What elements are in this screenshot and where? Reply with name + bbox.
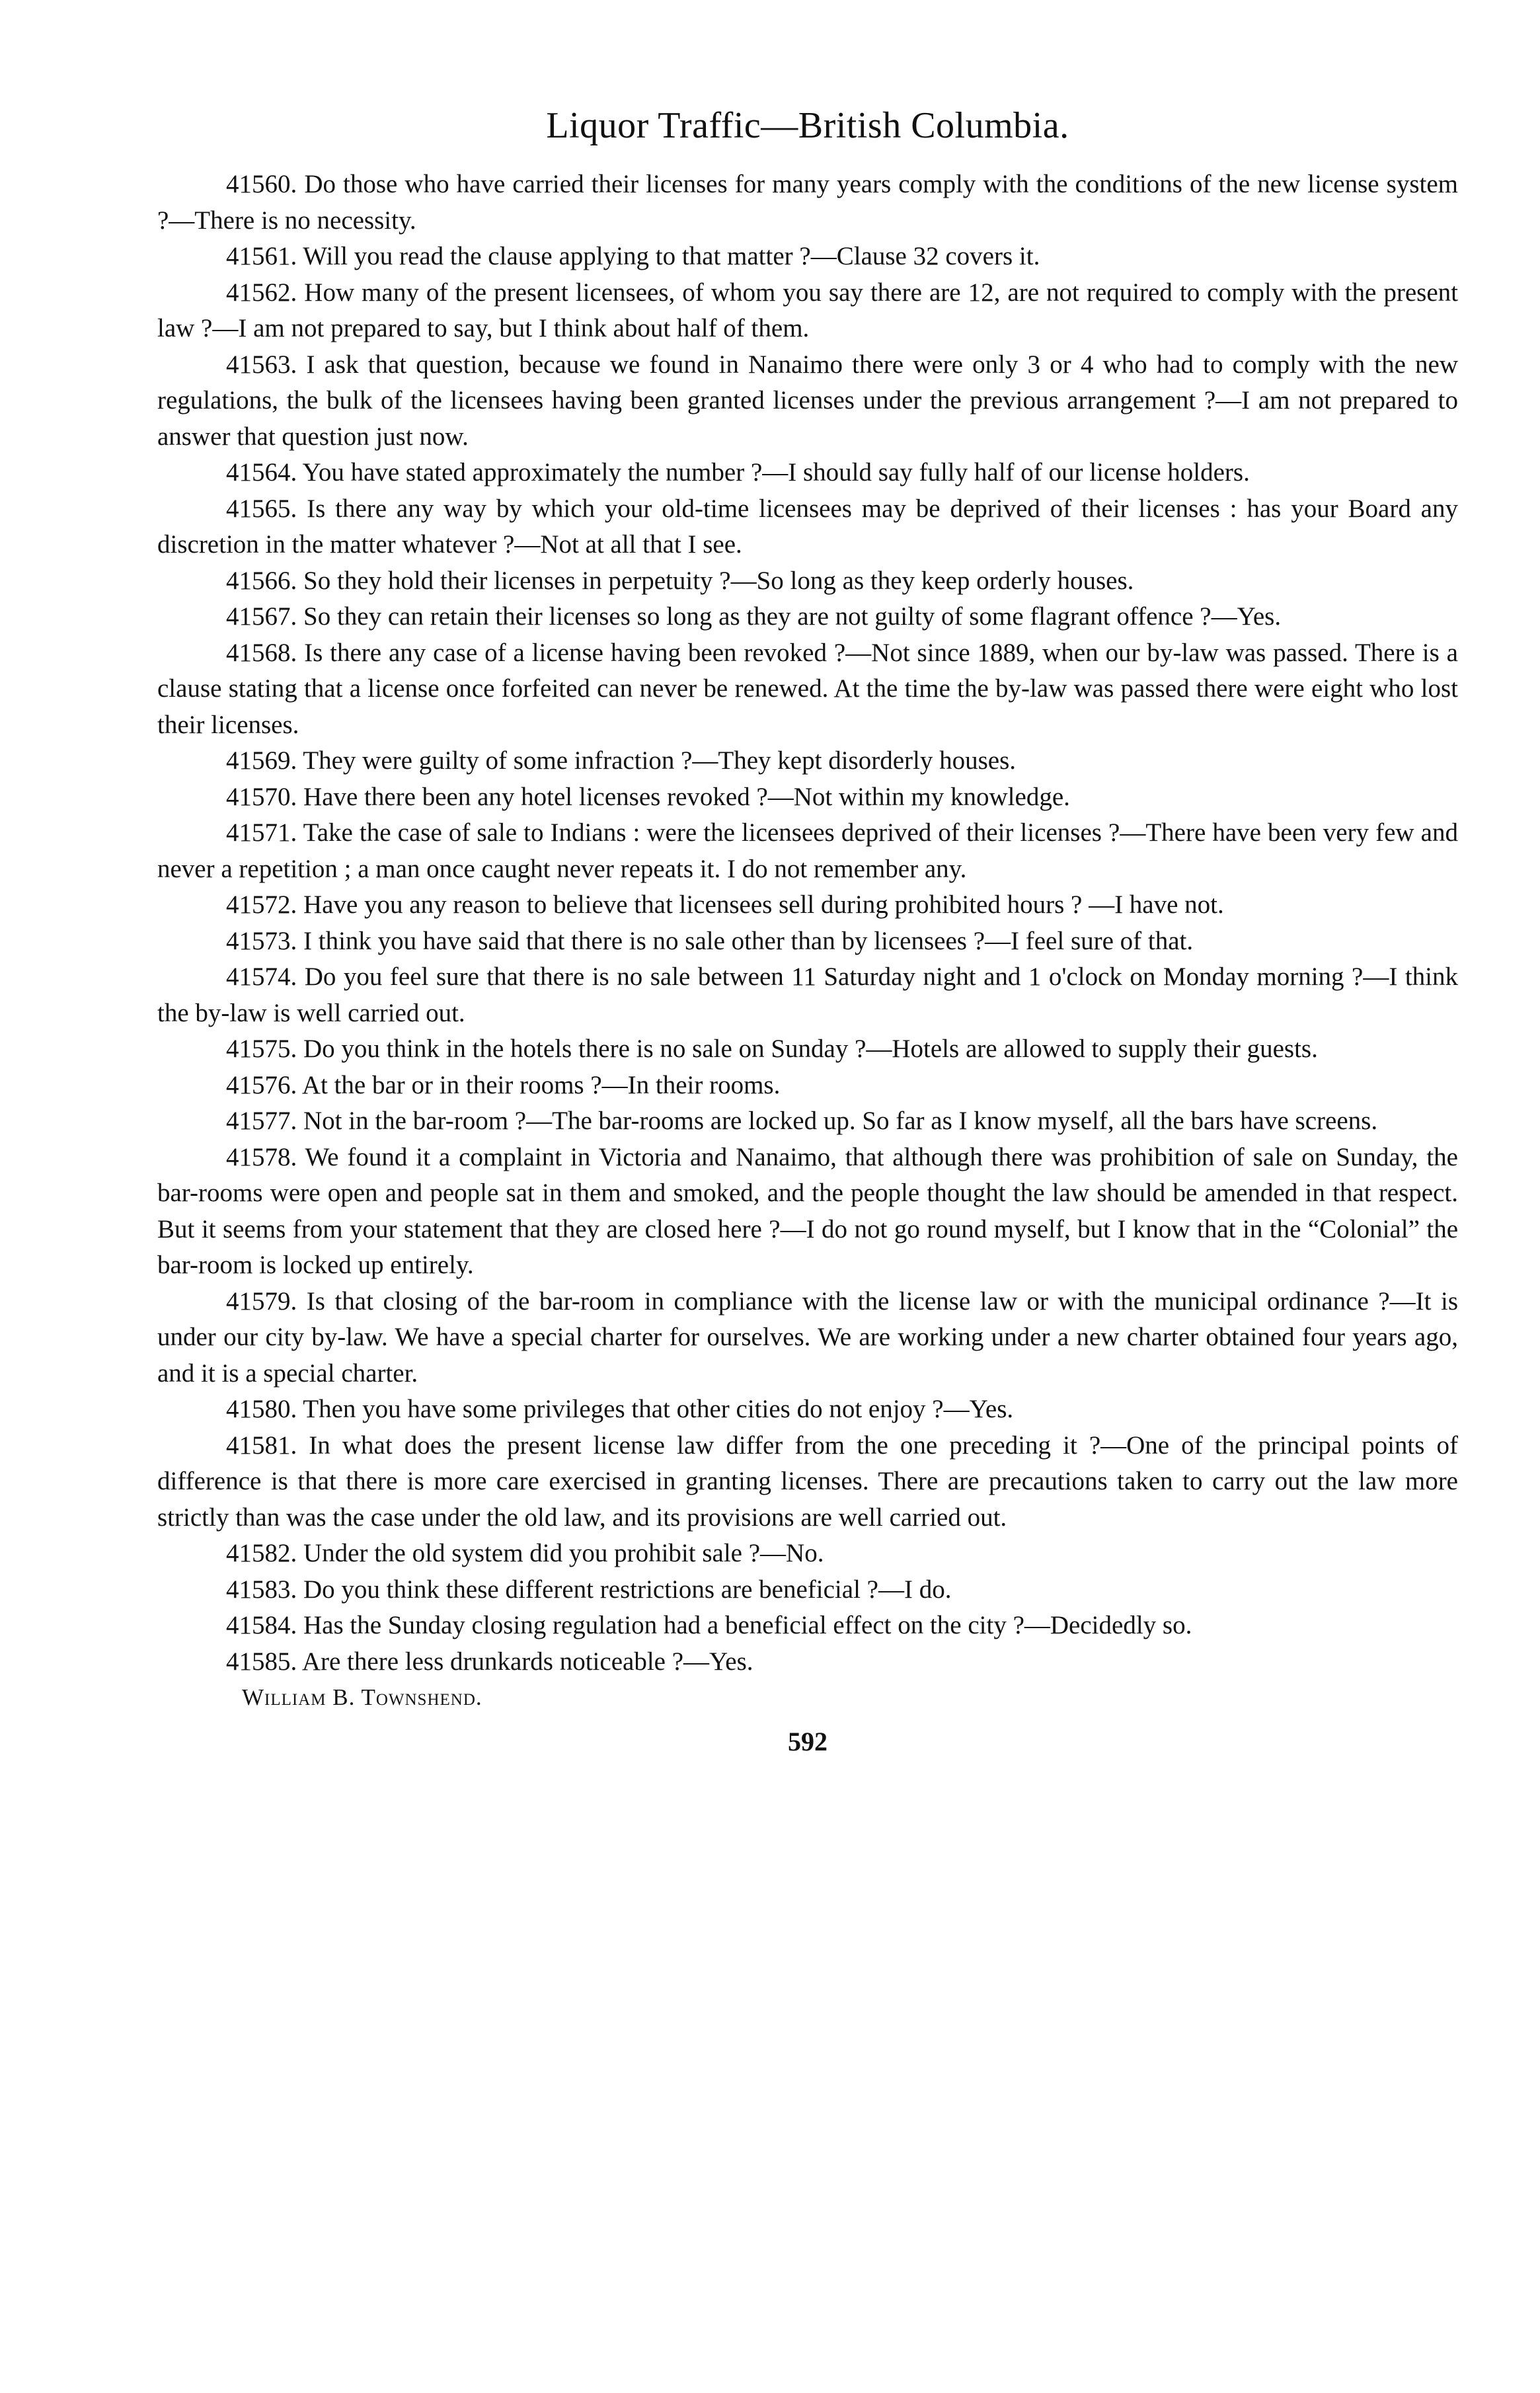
- testimony-entry-41572: 41572. Have you any reason to believe that licensees sell during prohibited hours ? —I have not.: [226, 890, 1224, 919]
- testimony-body: [157, 167, 1458, 1680]
- testimony-entry-41582: 41582. Under the old system did you prohibit sale ?—No.: [226, 1539, 824, 1567]
- testimony-entry-41575: 41575. Do you think in the hotels there is no sale on Sunday ?—Hotels are allowed to supply their guests.: [226, 1035, 1318, 1063]
- testimony-entry-41580: 41580. Then you have some privileges that other cities do not enjoy ?—Yes.: [226, 1395, 1014, 1423]
- testimony-entry-41569: 41569. They were guilty of some infraction ?—They kept disorderly houses.: [226, 746, 1017, 775]
- testimony-entry-41567: 41567. So they can retain their licenses so long as they are not guilty of some flagrant offence ?—Yes.: [226, 602, 1282, 631]
- document-page: [157, 99, 1458, 1762]
- testimony-entry-41573: 41573. I think you have said that there is no sale other than by licensees ?—I feel sure of that.: [226, 926, 1194, 955]
- testimony-entry-41576: 41576. At the bar or in their rooms ?—In their rooms.: [226, 1070, 781, 1099]
- testimony-entry-41570: 41570. Have there been any hotel licenses revoked ?—Not within my knowledge.: [226, 782, 1070, 811]
- testimony-entry-41565: 41565. Is there any way by which your old-time licensees may be deprived of their licenses : has your Board any discretion in the matter whatever ?—Not at all that I see.: [157, 494, 1458, 559]
- testimony-entry-41562: 41562. How many of the present licensees, of whom you say there are 12, are not required to comply with the present law ?—I am not prepared to say, but I think about half of them.: [157, 278, 1458, 342]
- page-title: Liquor Traffic—British Columbia.: [546, 105, 1069, 146]
- witness-signature: William B. Townshend.: [242, 1684, 482, 1710]
- testimony-entry-41574: 41574. Do you feel sure that there is no sale between 11 Saturday night and 1 o'clock on Monday morning ?—I think the by-law is well carried out.: [157, 962, 1458, 1027]
- testimony-entry-41571: 41571. Take the case of sale to Indians : were the licensees deprived of their licenses ?—There have been very few and never a repetition ; a man once caught never repeats it. I do not remember any.: [157, 818, 1458, 883]
- testimony-entry-41561: 41561. Will you read the clause applying to that matter ?—Clause 32 covers it.: [226, 242, 1040, 270]
- testimony-entry-41564: 41564. You have stated approximately the number ?—I should say fully half of our license holders.: [226, 458, 1250, 487]
- testimony-entry-41581: 41581. In what does the present license law differ from the one preceding it ?—One of the principal points of difference is that there is more care exercised in granting licenses. There are precautions taken to carry out the law more strictly than was the case under the old law, and its provisions are well carried out.: [157, 1431, 1458, 1532]
- testimony-entry-41563: 41563. I ask that question, because we found in Nanaimo there were only 3 or 4 who had to comply with the new regulations, the bulk of the licensees having been granted licenses under the previous arrangement ?—I am not prepared to answer that question just now.: [157, 350, 1458, 451]
- testimony-entry-41583: 41583. Do you think these different restrictions are beneficial ?—I do.: [226, 1575, 952, 1604]
- testimony-entry-41578: 41578. We found it a complaint in Victoria and Nanaimo, that although there was prohibition of sale on Sunday, the bar-rooms were open and people sat in them and smoked, and the people thought the law should be amended in that respect. But it seems from your statement that they are closed here ?—I do not go round myself, but I know that in the “Colonial” the bar-room is locked up entirely.: [157, 1142, 1458, 1279]
- testimony-entry-41560: 41560. Do those who have carried their licenses for many years comply with the conditions of the new license system ?—There is no necessity.: [157, 170, 1458, 235]
- testimony-entry-41568: 41568. Is there any case of a license having been revoked ?—Not since 1889, when our by-law was passed. There is a clause stating that a license once forfeited can never be renewed. At the time the by-law was passed there were eight who lost their licenses.: [157, 638, 1458, 739]
- testimony-entry-41585: 41585. Are there less drunkards noticeable ?—Yes.: [226, 1647, 753, 1676]
- testimony-entry-41566: 41566. So they hold their licenses in perpetuity ?—So long as they keep orderly houses.: [226, 566, 1134, 595]
- testimony-entry-41579: 41579. Is that closing of the bar-room in compliance with the license law or with the municipal ordinance ?—It is under our city by-law. We have a special charter for ourselves. We are working under a new charter obtained four years ago, and it is a special charter.: [157, 1286, 1458, 1388]
- testimony-entry-41577: 41577. Not in the bar-room ?—The bar-rooms are locked up. So far as I know myself, all the bars have screens.: [226, 1107, 1378, 1135]
- page-number: 592: [788, 1727, 828, 1756]
- testimony-entry-41584: 41584. Has the Sunday closing regulation had a beneficial effect on the city ?—Decidedly so.: [226, 1611, 1192, 1639]
